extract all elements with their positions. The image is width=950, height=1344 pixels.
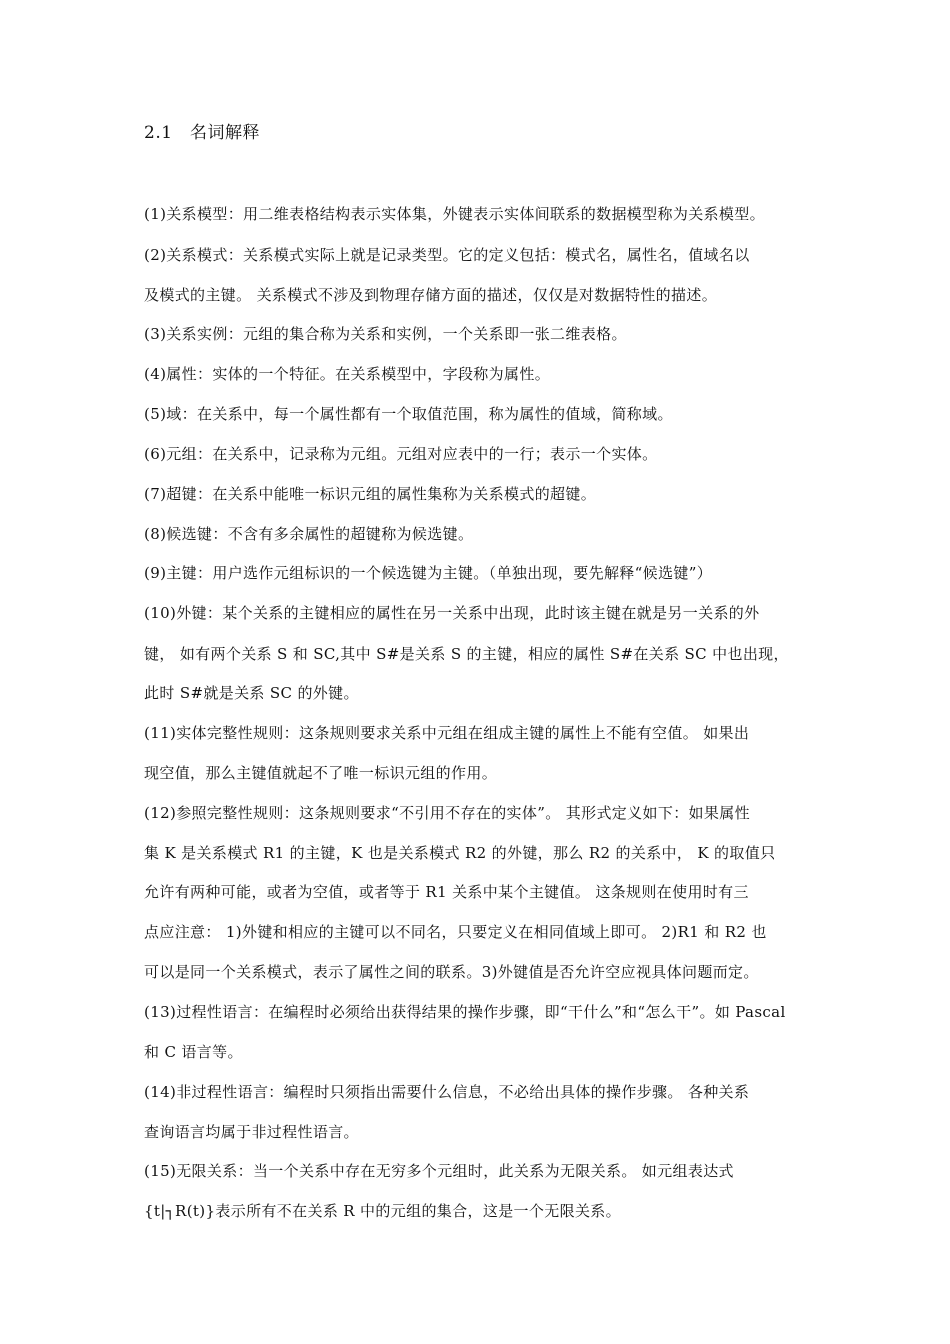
section-title: 2.1 名词解释 xyxy=(144,123,261,143)
term-line: (13)过程性语言：在编程时必须给出获得结果的操作步骤，即“干什么”和“怎么干”。如 Pascal xyxy=(144,1003,786,1021)
term-line: {t|┐R(t)}表示所有不在关系 R 中的元组的集合，这是一个无限关系。 xyxy=(144,1202,622,1220)
term-line: 和 C 语言等。 xyxy=(144,1043,243,1061)
term-line: 现空值，那么主键值就起不了唯一标识元组的作用。 xyxy=(144,764,498,782)
term-line: 允许有两种可能，或者为空值，或者等于 R1 关系中某个主键值。 这条规则在使用时有三 xyxy=(144,883,749,901)
term-line: 点应注意： 1)外键和相应的主键可以不同名，只要定义在相同值域上即可。 2)R1 和 R2 也 xyxy=(144,923,767,941)
term-line: 可以是同一个关系模式，表示了属性之间的联系。3)外键值是否允许空应视具体问题而定。 xyxy=(144,963,759,981)
term-line: (14)非过程性语言：编程时只须指出需要什么信息，不必给出具体的操作步骤。 各种关系 xyxy=(144,1083,750,1101)
term-line: (15)无限关系：当一个关系中存在无穷多个元组时，此关系为无限关系。 如元组表达式 xyxy=(144,1162,734,1180)
term-line: (11)实体完整性规则：这条规则要求关系中元组在组成主键的属性上不能有空值。 如果出 xyxy=(144,724,750,742)
term-line: (10)外键：某个关系的主键相应的属性在另一关系中出现，此时该主键在就是另一关系的外 xyxy=(144,604,760,622)
term-line: (2)关系模式：关系模式实际上就是记录类型。它的定义包括：模式名，属性名，值域名以 xyxy=(144,246,750,264)
term-line: (1)关系模型：用二维表格结构表示实体集，外键表示实体间联系的数据模型称为关系模型。 xyxy=(144,205,765,223)
term-line: 键， 如有两个关系 S 和 SC,其中 S#是关系 S 的主键，相应的属性 S#在关系 SC 中也出现， xyxy=(144,645,789,663)
term-line: (8)候选键：不含有多余属性的超键称为候选键。 xyxy=(144,525,474,543)
term-line: 集 K 是关系模式 R1 的主键，K 也是关系模式 R2 的外键，那么 R2 的关系中， K 的取值只 xyxy=(144,844,776,862)
term-line: (3)关系实例：元组的集合称为关系和实例，一个关系即一张二维表格。 xyxy=(144,325,627,343)
term-line: 查询语言均属于非过程性语言。 xyxy=(144,1123,359,1141)
term-line: (12)参照完整性规则：这条规则要求“不引用不存在的实体”。 其形式定义如下：如果属性 xyxy=(144,804,750,822)
term-line: (6)元组：在关系中，记录称为元组。元组对应表中的一行；表示一个实体。 xyxy=(144,445,658,463)
term-line: 此时 S#就是关系 SC 的外键。 xyxy=(144,684,359,702)
term-line: (9)主键：用户选作元组标识的一个候选键为主键。（单独出现，要先解释“候选键”） xyxy=(144,564,713,582)
term-line: (5)域：在关系中，每一个属性都有一个取值范围，称为属性的值域，简称域。 xyxy=(144,405,673,423)
term-line: (4)属性：实体的一个特征。在关系模型中，字段称为属性。 xyxy=(144,365,551,383)
term-line: (7)超键：在关系中能唯一标识元组的属性集称为关系模式的超键。 xyxy=(144,485,597,503)
term-line: 及模式的主键。 关系模式不涉及到物理存储方面的描述，仅仅是对数据特性的描述。 xyxy=(144,286,718,304)
